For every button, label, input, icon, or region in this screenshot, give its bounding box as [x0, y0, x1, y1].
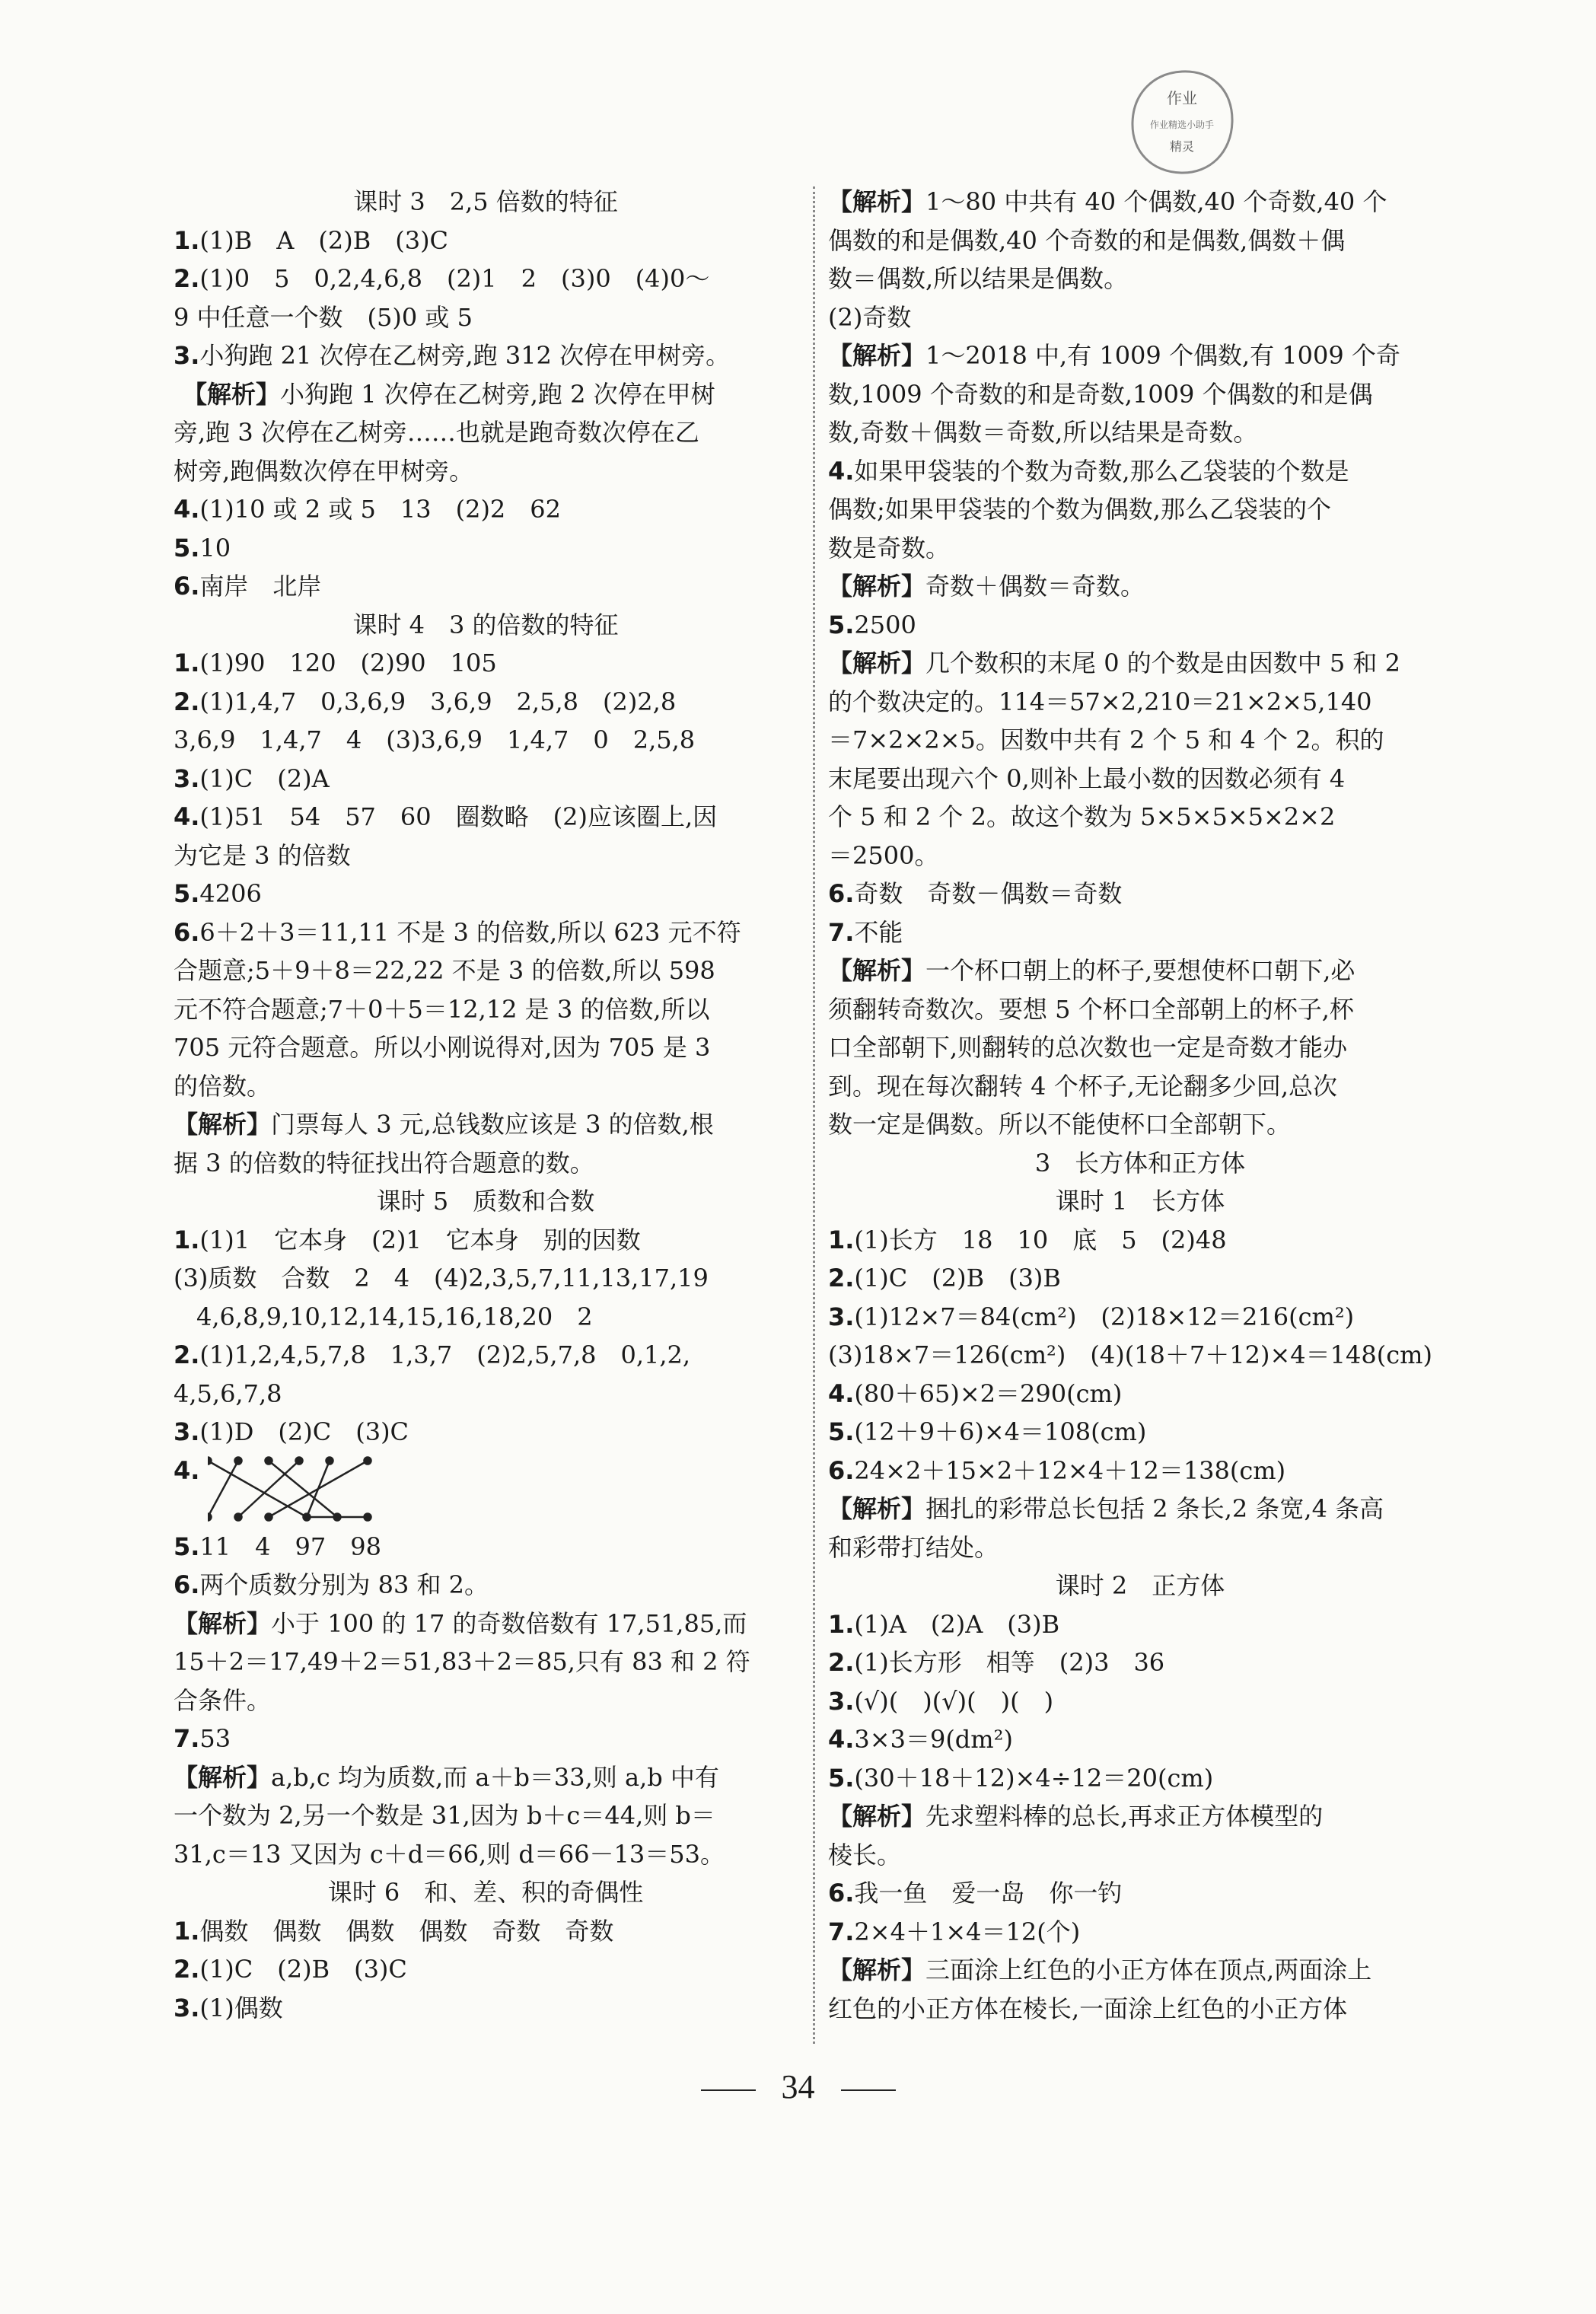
answer-line	[174, 1413, 798, 1452]
analysis-tag: 【解析】	[828, 1955, 926, 1984]
question-number: 5.	[828, 1763, 855, 1793]
question-number: 6.	[828, 1455, 855, 1485]
answer-line	[828, 1452, 1452, 1490]
question-number: 5.	[174, 1532, 200, 1561]
answer-line	[828, 1413, 1452, 1452]
answer-line	[174, 1528, 798, 1567]
answer-line	[828, 606, 1452, 645]
answer-line	[828, 1259, 1452, 1298]
question-number: 4.	[174, 1455, 200, 1485]
text-line	[174, 1298, 798, 1337]
chapter-heading: 3 长方体和正方体	[1034, 1148, 1246, 1178]
text-line	[174, 1375, 798, 1414]
text-line	[828, 1990, 1452, 2029]
line-text: (12＋9＋6)×4＝108(cm)	[854, 1417, 1147, 1446]
line-text: 数一定是偶数。所以不能使杯口全部朝下。	[828, 1110, 1292, 1139]
lesson-heading: 课时 2 正方体	[1055, 1571, 1225, 1600]
line-text: 捆扎的彩带总长包括 2 条长,2 条宽,4 条高	[925, 1494, 1384, 1523]
text-line	[828, 490, 1452, 529]
line-text: (1)1,2,4,5,7,8 1,3,7 (2)2,5,7,8 0,1,2,	[199, 1340, 691, 1369]
analysis-tag: 【解析】	[828, 1802, 926, 1831]
line-text: ＝2500。	[828, 840, 939, 870]
line-text: 10	[199, 533, 231, 563]
text-line	[174, 721, 798, 760]
line-text: 11 4 97 98	[199, 1532, 381, 1561]
page-number	[0, 2067, 1596, 2106]
line-text: (1)90 120 (2)90 105	[199, 649, 497, 677]
line-text: 数＝偶数,所以结果是偶数。	[828, 264, 1129, 293]
line-text: (1)C (2)B (3)C	[199, 1955, 407, 1984]
text-line	[174, 837, 798, 875]
line-text: 4,6,8,9,10,12,14,15,16,18,20 2	[196, 1302, 593, 1331]
line-text: 6＋2＋3＝11,11 不是 3 的倍数,所以 623 元不符	[199, 917, 741, 947]
question-number: 6.	[828, 879, 855, 908]
question-number: 1.	[828, 1609, 855, 1639]
answer-line	[174, 1912, 798, 1951]
line-text: (2)奇数	[828, 302, 912, 332]
question-number: 4.	[174, 495, 200, 524]
analysis-tag: 【解析】	[828, 649, 926, 677]
answer-line	[828, 1298, 1452, 1337]
line-text: 的倍数。	[174, 1071, 272, 1101]
text-line	[828, 990, 1452, 1029]
line-text: (1)1,4,7 0,3,6,9 3,6,9 2,5,8 (2)2,8	[199, 687, 677, 716]
text-line	[828, 798, 1452, 837]
line-text: 合条件。	[174, 1685, 272, 1715]
text-line	[174, 990, 798, 1029]
question-number: 3.	[174, 341, 200, 370]
line-text: 不能	[854, 917, 903, 947]
line-text: (1)偶数	[199, 1993, 283, 2022]
line-text: 1～80 中共有 40 个偶数,40 个奇数,40 个	[925, 187, 1387, 216]
analysis-line	[174, 1105, 798, 1144]
text-line	[174, 1796, 798, 1835]
line-text: 小狗跑 21 次停在乙树旁,跑 312 次停在甲树旁。	[199, 341, 731, 370]
text-line	[828, 1836, 1452, 1875]
question-number: 5.	[828, 1417, 855, 1446]
question-number: 7.	[828, 917, 855, 947]
analysis-line	[828, 567, 1452, 606]
line-text: 3×3＝9(dm²)	[854, 1725, 1013, 1754]
text-line	[828, 529, 1452, 568]
question-number: 5.	[174, 879, 200, 908]
line-text: 数是奇数。	[828, 533, 951, 563]
answer-line	[174, 760, 798, 798]
question-number: 2.	[828, 1264, 855, 1292]
text-line	[828, 1528, 1452, 1567]
line-text: 三面涂上红色的小正方体在顶点,两面涂上	[925, 1955, 1372, 1984]
line-text: 几个数积的末尾 0 的个数是由因数中 5 和 2	[925, 649, 1400, 677]
line-text: 2×4＋1×4＝12(个)	[854, 1917, 1081, 1946]
line-text: 和彩带打结处。	[828, 1532, 999, 1562]
lesson-heading: 课时 1 长方体	[1055, 1187, 1225, 1216]
question-number: 1.	[174, 225, 200, 255]
line-text: 南岸 北岸	[199, 572, 322, 601]
line-text: 元不符合题意;7＋0＋5＝12,12 是 3 的倍数,所以	[174, 994, 710, 1024]
answer-line	[174, 1566, 798, 1605]
question-number: 3.	[174, 763, 200, 793]
line-text: 口全部朝下,则翻转的总次数也一定是奇数才能办	[828, 1033, 1348, 1062]
answer-line	[174, 529, 798, 568]
analysis-line	[828, 1797, 1452, 1836]
line-text: 4,5,6,7,8	[174, 1379, 282, 1408]
analysis-line	[828, 183, 1452, 222]
line-text: (1)D (2)C (3)C	[199, 1417, 409, 1446]
text-line	[828, 683, 1452, 722]
question-diagram	[174, 1452, 798, 1528]
analysis-line	[174, 1605, 798, 1643]
answer-line	[174, 644, 798, 683]
question-number: 1.	[174, 649, 200, 677]
line-text: 偶数;如果甲袋装的个数为偶数,那么乙袋装的个	[828, 495, 1331, 524]
analysis-tag: 【解析】	[828, 341, 926, 370]
question-number: 4.	[828, 1725, 855, 1754]
text-line	[828, 375, 1452, 414]
line-text: 31,c＝13 又因为 c＋d＝66,则 d＝66－13＝53。	[174, 1839, 725, 1869]
answer-line	[828, 1913, 1452, 1952]
line-text: 棱长。	[828, 1840, 902, 1869]
line-text: (3)质数 合数 2 4 (4)2,3,5,7,11,13,17,19	[174, 1264, 709, 1292]
text-line	[174, 1681, 798, 1720]
answer-line	[828, 1221, 1452, 1260]
question-number: 2.	[828, 1648, 855, 1677]
question-number: 6.	[174, 917, 200, 947]
question-number: 1.	[828, 1225, 855, 1254]
line-text: 我一鱼 爱一岛 你一钓	[854, 1879, 1123, 1908]
matching-diagram	[208, 1452, 406, 1528]
answer-line	[828, 1720, 1452, 1759]
text-line	[828, 1336, 1452, 1375]
page-number-text: 34	[781, 2068, 815, 2105]
line-text: 须翻转奇数次。要想 5 个杯口全部朝上的杯子,杯	[828, 994, 1354, 1024]
analysis-tag: 【解析】	[174, 1110, 272, 1139]
answer-line	[828, 1605, 1452, 1644]
stamp-logo	[1126, 67, 1238, 178]
question-number: 2.	[174, 1340, 200, 1369]
line-text: 24×2＋15×2＋12×4＋12＝138(cm)	[854, 1455, 1286, 1485]
line-text: 数,1009 个奇数的和是奇数,1009 个偶数的和是偶	[828, 379, 1373, 409]
text-line	[828, 1028, 1452, 1067]
question-number: 5.	[828, 610, 855, 639]
text-line	[174, 1259, 798, 1298]
text-line	[174, 298, 798, 337]
text-line	[174, 413, 798, 452]
line-text: (1)B A (2)B (3)C	[199, 225, 449, 255]
line-text: 小于 100 的 17 的奇数倍数有 17,51,85,而	[271, 1608, 747, 1638]
text-line	[174, 951, 798, 990]
analysis-line	[174, 1758, 798, 1797]
line-text: (1)长方 18 10 底 5 (2)48	[854, 1225, 1227, 1254]
analysis-tag: 【解析】	[174, 1762, 272, 1792]
answer-line	[174, 875, 798, 913]
answer-line	[174, 490, 798, 529]
answer-line	[174, 1720, 798, 1758]
text-line	[828, 837, 1452, 875]
line-text: 的个数决定的。114＝57×2,210＝21×2×5,140	[828, 687, 1372, 716]
answer-line	[828, 875, 1452, 913]
question-number: 7.	[174, 1724, 200, 1753]
answer-line	[174, 336, 798, 375]
svg-text:作业: 作业	[1167, 89, 1197, 107]
line-text: 15＋2＝17,49＋2＝51,83＋2＝85,只有 83 和 2 符	[174, 1647, 750, 1676]
line-text: 705 元符合题意。所以小刚说得对,因为 705 是 3	[174, 1033, 711, 1062]
analysis-line	[828, 951, 1452, 990]
line-text: 据 3 的倍数的特征找出符合题意的数。	[174, 1148, 594, 1178]
line-text: (1)51 54 57 60 圈数略 (2)应该圈上,因	[199, 802, 718, 831]
analysis-line	[828, 1490, 1452, 1528]
answer-line	[174, 913, 798, 952]
question-number: 1.	[174, 1916, 200, 1946]
line-text: 门票每人 3 元,总钱数应该是 3 的倍数,根	[271, 1110, 714, 1139]
answer-line	[828, 1682, 1452, 1721]
line-text: 合题意;5＋9＋8＝22,22 不是 3 的倍数,所以 598	[174, 956, 715, 985]
question-number: 3.	[174, 1417, 200, 1446]
text-line	[828, 721, 1452, 760]
text-line	[828, 1067, 1452, 1106]
answer-line	[174, 1336, 798, 1375]
line-text: 小狗跑 1 次停在乙树旁,跑 2 次停在甲树	[280, 379, 715, 409]
line-text: 红色的小正方体在棱长,一面涂上红色的小正方体	[828, 1994, 1348, 2023]
answer-line	[828, 1375, 1452, 1414]
lesson-heading: 课时 6 和、差、积的奇偶性	[327, 1878, 644, 1907]
question-number: 2.	[174, 687, 200, 716]
question-number: 3.	[174, 1993, 200, 2022]
line-text: (1)C (2)B (3)B	[854, 1264, 1061, 1292]
line-text: 9 中任意一个数 (5)0 或 5	[174, 302, 473, 332]
question-number: 5.	[174, 533, 200, 563]
line-text: (1)0 5 0,2,4,6,8 (2)1 2 (3)0 (4)0～	[199, 264, 710, 293]
line-text: 偶数的和是偶数,40 个奇数的和是偶数,偶数＋偶	[828, 225, 1346, 255]
question-number: 2.	[174, 1955, 200, 1984]
question-number: 4.	[174, 802, 200, 831]
text-line	[174, 1643, 798, 1681]
line-text: 1～2018 中,有 1009 个偶数,有 1009 个奇	[925, 341, 1400, 370]
line-text: 一个杯口朝上的杯子,要想使杯口朝下,必	[925, 956, 1355, 985]
line-text: 数,奇数＋偶数＝奇数,所以结果是奇数。	[828, 418, 1258, 447]
answer-line	[174, 222, 798, 260]
question-number: 4.	[828, 1379, 855, 1408]
line-text: a,b,c 均为质数,而 a＋b＝33,则 a,b 中有	[271, 1762, 719, 1792]
analysis-tag: 【解析】	[828, 187, 926, 216]
line-text: 先求塑料棒的总长,再求正方体模型的	[925, 1802, 1324, 1831]
answer-line	[174, 683, 798, 722]
analysis-line	[828, 1951, 1452, 1990]
answer-line	[174, 1221, 798, 1260]
answer-line	[174, 567, 798, 606]
line-text: 如果甲袋装的个数为奇数,那么乙袋装的个数是	[854, 456, 1349, 486]
answer-line	[828, 1874, 1452, 1913]
line-text: (30＋18＋12)×4÷12＝20(cm)	[854, 1763, 1214, 1793]
line-text: 到。现在每次翻转 4 个杯子,无论翻多少回,总次	[828, 1071, 1338, 1101]
question-number: 6.	[828, 1879, 855, 1908]
analysis-tag: 【解析】	[174, 1608, 272, 1638]
text-line	[174, 1067, 798, 1106]
column-divider	[813, 186, 815, 2044]
analysis-tag: 【解析】	[183, 379, 281, 409]
left-column	[174, 183, 798, 2027]
text-line	[174, 1835, 798, 1874]
analysis-tag: 【解析】	[828, 1494, 926, 1523]
text-line	[174, 452, 798, 491]
line-text: 奇数＋偶数＝奇数。	[925, 572, 1145, 601]
line-text: (1)1 它本身 (2)1 它本身 别的因数	[199, 1225, 641, 1254]
analysis-line	[174, 375, 798, 414]
answer-line	[828, 452, 1452, 491]
analysis-tag: 【解析】	[828, 956, 926, 985]
line-text: (1)A (2)A (3)B	[854, 1609, 1060, 1639]
question-number: 3.	[828, 1302, 855, 1331]
answer-line	[828, 1643, 1452, 1682]
text-line	[828, 760, 1452, 798]
question-number: 6.	[174, 1570, 200, 1599]
line-text: (1)12×7＝84(cm²) (2)18×12＝216(cm²)	[854, 1302, 1355, 1331]
question-number: 7.	[828, 1917, 855, 1946]
question-number: 3.	[828, 1686, 855, 1716]
line-text: 末尾要出现六个 0,则补上最小数的因数必须有 4	[828, 763, 1346, 793]
answer-line	[174, 1950, 798, 1989]
line-text: 一个数为 2,另一个数是 31,因为 b＋c＝44,则 b＝	[174, 1801, 715, 1830]
line-text: 为它是 3 的倍数	[174, 840, 351, 870]
line-text: 2500	[854, 610, 916, 639]
lesson-heading: 课时 3 2,5 倍数的特征	[353, 187, 618, 216]
line-text: 53	[199, 1724, 231, 1753]
analysis-tag: 【解析】	[828, 572, 926, 601]
line-text: (1)10 或 2 或 5 13 (2)2 62	[199, 495, 562, 524]
svg-text:作业精选小助手: 作业精选小助手	[1149, 120, 1215, 130]
text-line	[174, 1144, 798, 1183]
line-text: (3)18×7＝126(cm²) (4)(18＋7＋12)×4＝148(cm)	[828, 1340, 1432, 1369]
question-number: 1.	[174, 1225, 200, 1254]
answer-line	[828, 1759, 1452, 1798]
answer-line	[174, 1989, 798, 2028]
line-text: 树旁,跑偶数次停在甲树旁。	[174, 456, 474, 486]
lesson-heading: 课时 4 3 的倍数的特征	[352, 610, 619, 639]
line-text: (√)( )(√)( )( )	[854, 1686, 1054, 1716]
line-text: 旁,跑 3 次停在乙树旁……也就是跑奇数次停在乙	[174, 418, 699, 447]
text-line	[828, 413, 1452, 452]
line-text: (1)长方形 相等 (2)3 36	[854, 1648, 1165, 1677]
question-number: 2.	[174, 264, 200, 293]
lesson-heading: 课时 5 质数和合数	[376, 1187, 595, 1216]
text-line	[828, 260, 1452, 298]
line-text: 3,6,9 1,4,7 4 (3)3,6,9 1,4,7 0 2,5,8	[174, 725, 696, 754]
question-number: 4.	[828, 456, 855, 486]
line-text: ＝7×2×2×5。因数中共有 2 个 5 和 4 个 2。积的	[828, 725, 1384, 754]
analysis-line	[828, 644, 1452, 683]
line-text: 奇数 奇数－偶数＝奇数	[854, 879, 1123, 908]
text-line	[174, 1028, 798, 1067]
text-line	[828, 222, 1452, 260]
line-text: 偶数 偶数 偶数 偶数 奇数 奇数	[199, 1916, 614, 1946]
answer-line	[828, 913, 1452, 952]
line-text: (1)C (2)A	[199, 763, 330, 793]
text-line	[828, 1105, 1452, 1144]
question-number: 6.	[174, 572, 200, 601]
line-text: 4206	[199, 879, 262, 908]
text-line	[828, 298, 1452, 337]
svg-text:精灵: 精灵	[1169, 139, 1195, 154]
answer-line	[174, 798, 798, 837]
line-text: (80＋65)×2＝290(cm)	[854, 1379, 1123, 1408]
line-text: 个 5 和 2 个 2。故这个数为 5×5×5×5×2×2	[828, 802, 1336, 831]
line-text: 两个质数分别为 83 和 2。	[199, 1570, 489, 1599]
answer-line	[174, 260, 798, 298]
analysis-line	[828, 336, 1452, 375]
right-column	[828, 183, 1452, 2028]
